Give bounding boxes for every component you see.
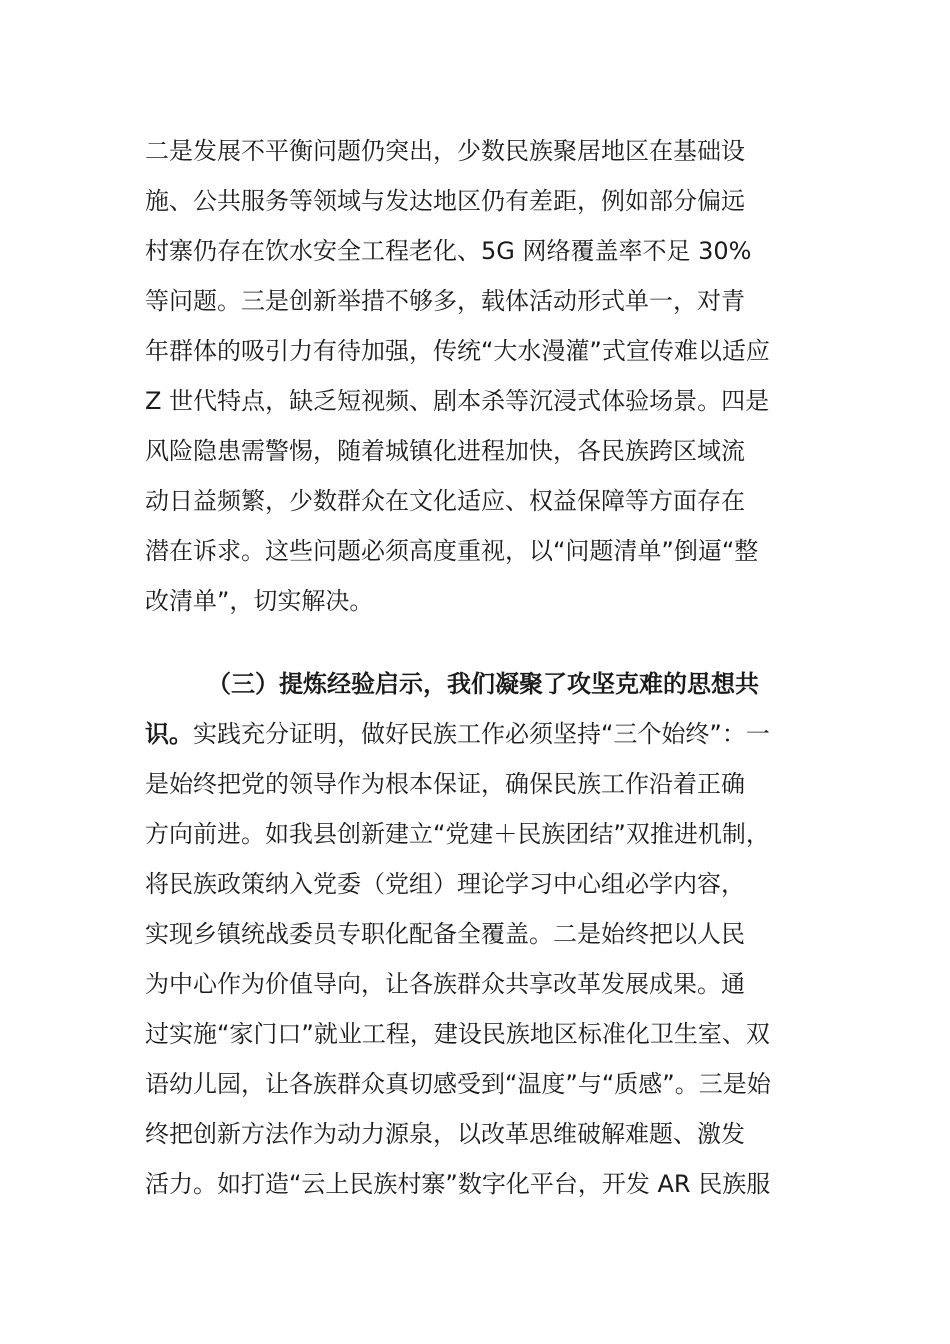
text-line: 实现乡镇统战委员专职化配备全覆盖。二是始终把以人民	[145, 920, 745, 948]
text-line: 二是发展不平衡问题仍突出，少数民族聚居地区在基础设	[145, 137, 745, 165]
text-line: 方向前进。如我县创新建立“党建＋民族团结”双推进机制，	[145, 820, 770, 848]
text-line: 潜在诉求。这些问题必须高度重视，以“问题清单”倒逼“整	[145, 537, 759, 565]
section-heading: （三）提炼经验启示，我们凝聚了攻坚克难的思想共	[207, 670, 759, 698]
paragraph-experience	[145, 659, 810, 1209]
text-line: 语幼儿园，让各族群众真切感受到“温度”与“质感”。三是始	[145, 1070, 771, 1098]
text-line: 终把创新方法作为动力源泉，以改革思维破解难题、激发	[145, 1120, 745, 1148]
text-line: 是始终把党的领导作为根本保证，确保民族工作沿着正确	[145, 770, 745, 798]
text-line: 等问题。三是创新举措不够多，载体活动形式单一，对青	[145, 287, 745, 315]
text-run: 实践充分证明，做好民族工作必须坚持“三个始终”：一	[193, 720, 770, 748]
text-line: 风险隐患需警惕，随着城镇化进程加快，各民族跨区域流	[145, 437, 745, 465]
text-line	[145, 709, 810, 759]
text-line: 施、公共服务等领域与发达地区仍有差距，例如部分偏远	[145, 187, 745, 215]
text-line: 为中心作为价值导向，让各族群众共享改革发展成果。通	[145, 970, 745, 998]
text-line: 过实施“家门口”就业工程，建设民族地区标准化卫生室、双	[145, 1020, 770, 1048]
section-heading-tail: 识。	[145, 720, 193, 748]
text-line: 村寨仍存在饮水安全工程老化、5G 网络覆盖率不足 30%	[145, 237, 752, 265]
paragraph-problems	[145, 126, 810, 626]
text-line: 将民族政策纳入党委（党组）理论学习中心组必学内容，	[145, 870, 745, 898]
text-line: 年群体的吸引力有待加强，传统“大水漫灌”式宣传难以适应	[145, 337, 770, 365]
text-line: 活力。如打造“云上民族村寨”数字化平台，开发 AR 民族服	[145, 1170, 771, 1198]
text-line: 改清单”，切实解决。	[145, 587, 374, 615]
text-line: Z 世代特点，缺乏短视频、剧本杀等沉浸式体验场景。四是	[145, 387, 770, 415]
text-line: 动日益频繁，少数群众在文化适应、权益保障等方面存在	[145, 487, 745, 515]
